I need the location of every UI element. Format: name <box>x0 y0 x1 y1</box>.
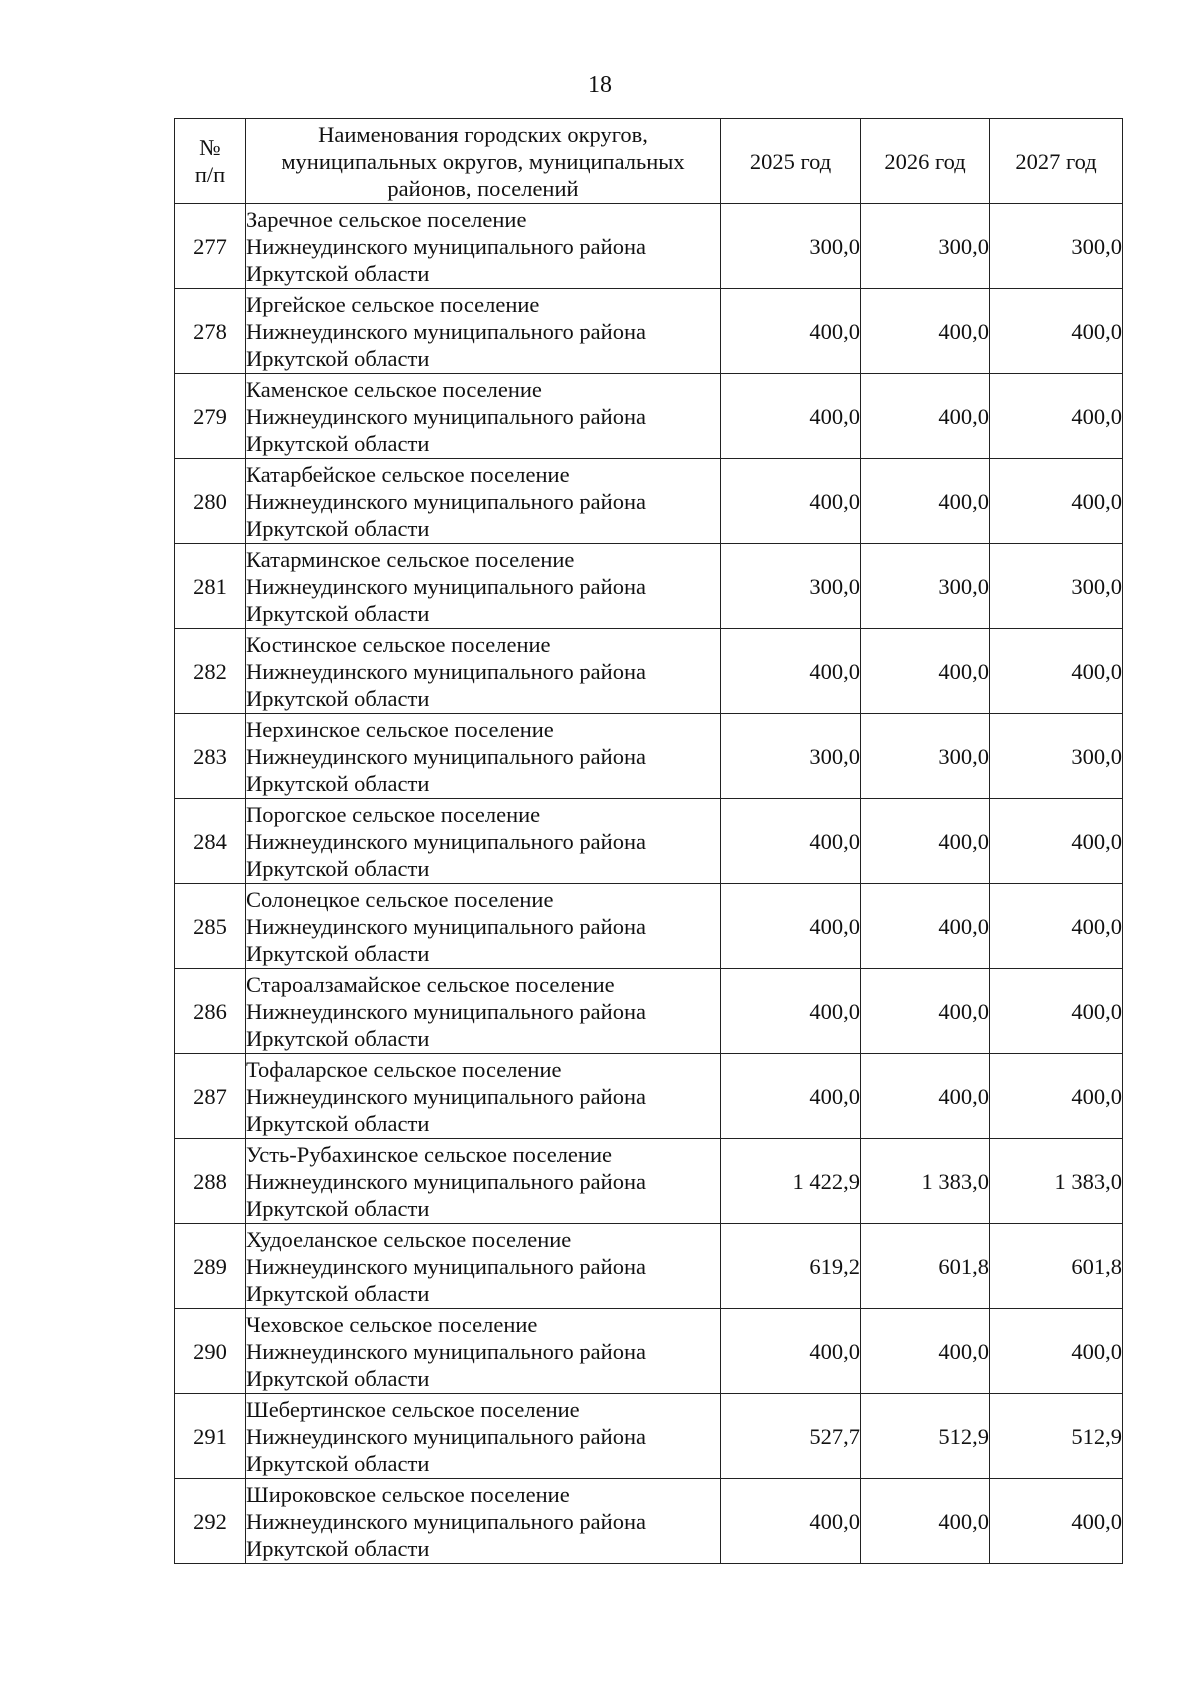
row-value-2027: 300,0 <box>990 544 1123 629</box>
row-value-2025: 400,0 <box>721 969 861 1054</box>
row-value-2025: 400,0 <box>721 459 861 544</box>
row-number: 281 <box>175 544 246 629</box>
table-row <box>175 1139 1123 1224</box>
row-value-2026: 400,0 <box>861 1479 990 1564</box>
row-value-2026: 400,0 <box>861 374 990 459</box>
row-value-2026: 512,9 <box>861 1394 990 1479</box>
row-value-2027: 400,0 <box>990 459 1123 544</box>
row-value-2027: 400,0 <box>990 629 1123 714</box>
row-number: 289 <box>175 1224 246 1309</box>
row-value-2025: 400,0 <box>721 1054 861 1139</box>
row-value-2026: 300,0 <box>861 714 990 799</box>
row-value-2027: 400,0 <box>990 289 1123 374</box>
table-row <box>175 204 1123 289</box>
row-value-2025: 400,0 <box>721 799 861 884</box>
row-number: 278 <box>175 289 246 374</box>
row-name: Катарминское сельское поселение Нижнеудинского муниципального района Иркутской области <box>246 544 721 629</box>
row-value-2026: 400,0 <box>861 1054 990 1139</box>
page-number: 18 <box>588 72 612 98</box>
row-value-2025: 300,0 <box>721 714 861 799</box>
row-value-2025: 400,0 <box>721 884 861 969</box>
table-header <box>175 119 1123 204</box>
row-value-2027: 400,0 <box>990 969 1123 1054</box>
row-number: 286 <box>175 969 246 1054</box>
row-number: 280 <box>175 459 246 544</box>
row-number: 283 <box>175 714 246 799</box>
row-value-2026: 400,0 <box>861 629 990 714</box>
row-name: Катарбейское сельское поселение Нижнеудинского муниципального района Иркутской области <box>246 459 721 544</box>
row-value-2027: 400,0 <box>990 1479 1123 1564</box>
row-value-2026: 300,0 <box>861 544 990 629</box>
row-name: Тофаларское сельское поселение Нижнеудинского муниципального района Иркутской области <box>246 1054 721 1139</box>
table-row <box>175 1394 1123 1479</box>
row-value-2027: 512,9 <box>990 1394 1123 1479</box>
row-value-2027: 400,0 <box>990 884 1123 969</box>
row-value-2026: 400,0 <box>861 289 990 374</box>
row-value-2027: 400,0 <box>990 1309 1123 1394</box>
row-name: Иргейское сельское поселение Нижнеудинского муниципального района Иркутской области <box>246 289 721 374</box>
row-value-2026: 1 383,0 <box>861 1139 990 1224</box>
row-value-2027: 400,0 <box>990 799 1123 884</box>
row-number: 282 <box>175 629 246 714</box>
budget-table <box>174 118 1123 1564</box>
table-row <box>175 884 1123 969</box>
row-value-2027: 300,0 <box>990 714 1123 799</box>
table-row <box>175 629 1123 714</box>
header-name: Наименования городских округов, муниципальных округов, муниципальных районов, поселений <box>246 119 721 204</box>
row-value-2025: 619,2 <box>721 1224 861 1309</box>
row-value-2025: 300,0 <box>721 544 861 629</box>
row-value-2026: 601,8 <box>861 1224 990 1309</box>
table-row <box>175 289 1123 374</box>
row-value-2025: 400,0 <box>721 374 861 459</box>
row-number: 287 <box>175 1054 246 1139</box>
row-value-2026: 300,0 <box>861 204 990 289</box>
table-row <box>175 374 1123 459</box>
row-name: Чеховское сельское поселение Нижнеудинского муниципального района Иркутской области <box>246 1309 721 1394</box>
row-name: Каменское сельское поселение Нижнеудинского муниципального района Иркутской области <box>246 374 721 459</box>
table-row <box>175 714 1123 799</box>
row-name: Усть-Рубахинское сельское поселение Нижнеудинского муниципального района Иркутской области <box>246 1139 721 1224</box>
table-row <box>175 1309 1123 1394</box>
row-value-2027: 400,0 <box>990 374 1123 459</box>
row-name: Широковское сельское поселение Нижнеудинского муниципального района Иркутской области <box>246 1479 721 1564</box>
row-value-2026: 400,0 <box>861 799 990 884</box>
row-value-2025: 527,7 <box>721 1394 861 1479</box>
row-number: 291 <box>175 1394 246 1479</box>
row-value-2025: 1 422,9 <box>721 1139 861 1224</box>
row-value-2026: 400,0 <box>861 884 990 969</box>
row-name: Шебертинское сельское поселение Нижнеудинского муниципального района Иркутской области <box>246 1394 721 1479</box>
table-row <box>175 1054 1123 1139</box>
row-value-2025: 400,0 <box>721 289 861 374</box>
header-row <box>175 119 1123 204</box>
row-number: 290 <box>175 1309 246 1394</box>
row-name: Нерхинское сельское поселение Нижнеудинского муниципального района Иркутской области <box>246 714 721 799</box>
row-number: 292 <box>175 1479 246 1564</box>
row-name: Солонецкое сельское поселение Нижнеудинского муниципального района Иркутской области <box>246 884 721 969</box>
row-number: 284 <box>175 799 246 884</box>
row-value-2025: 400,0 <box>721 629 861 714</box>
table-row <box>175 969 1123 1054</box>
table-body <box>175 204 1123 1564</box>
table-row <box>175 1479 1123 1564</box>
row-name: Староалзамайское сельское поселение Нижнеудинского муниципального района Иркутской области <box>246 969 721 1054</box>
table-row <box>175 799 1123 884</box>
row-number: 277 <box>175 204 246 289</box>
row-name: Порогское сельское поселение Нижнеудинского муниципального района Иркутской области <box>246 799 721 884</box>
row-number: 288 <box>175 1139 246 1224</box>
row-value-2025: 400,0 <box>721 1309 861 1394</box>
table-row <box>175 1224 1123 1309</box>
table-row <box>175 544 1123 629</box>
row-number: 279 <box>175 374 246 459</box>
header-number: № п/п <box>175 119 246 204</box>
header-2027: 2027 год <box>990 119 1123 204</box>
row-value-2026: 400,0 <box>861 1309 990 1394</box>
row-value-2026: 400,0 <box>861 459 990 544</box>
row-value-2027: 400,0 <box>990 1054 1123 1139</box>
row-value-2027: 1 383,0 <box>990 1139 1123 1224</box>
header-2026: 2026 год <box>861 119 990 204</box>
row-number: 285 <box>175 884 246 969</box>
row-value-2025: 400,0 <box>721 1479 861 1564</box>
header-2025: 2025 год <box>721 119 861 204</box>
row-value-2026: 400,0 <box>861 969 990 1054</box>
row-name: Худоеланское сельское поселение Нижнеудинского муниципального района Иркутской области <box>246 1224 721 1309</box>
row-value-2025: 300,0 <box>721 204 861 289</box>
row-name: Костинское сельское поселение Нижнеудинского муниципального района Иркутской области <box>246 629 721 714</box>
table-row <box>175 459 1123 544</box>
row-value-2027: 300,0 <box>990 204 1123 289</box>
row-name: Заречное сельское поселение Нижнеудинского муниципального района Иркутской области <box>246 204 721 289</box>
row-value-2027: 601,8 <box>990 1224 1123 1309</box>
